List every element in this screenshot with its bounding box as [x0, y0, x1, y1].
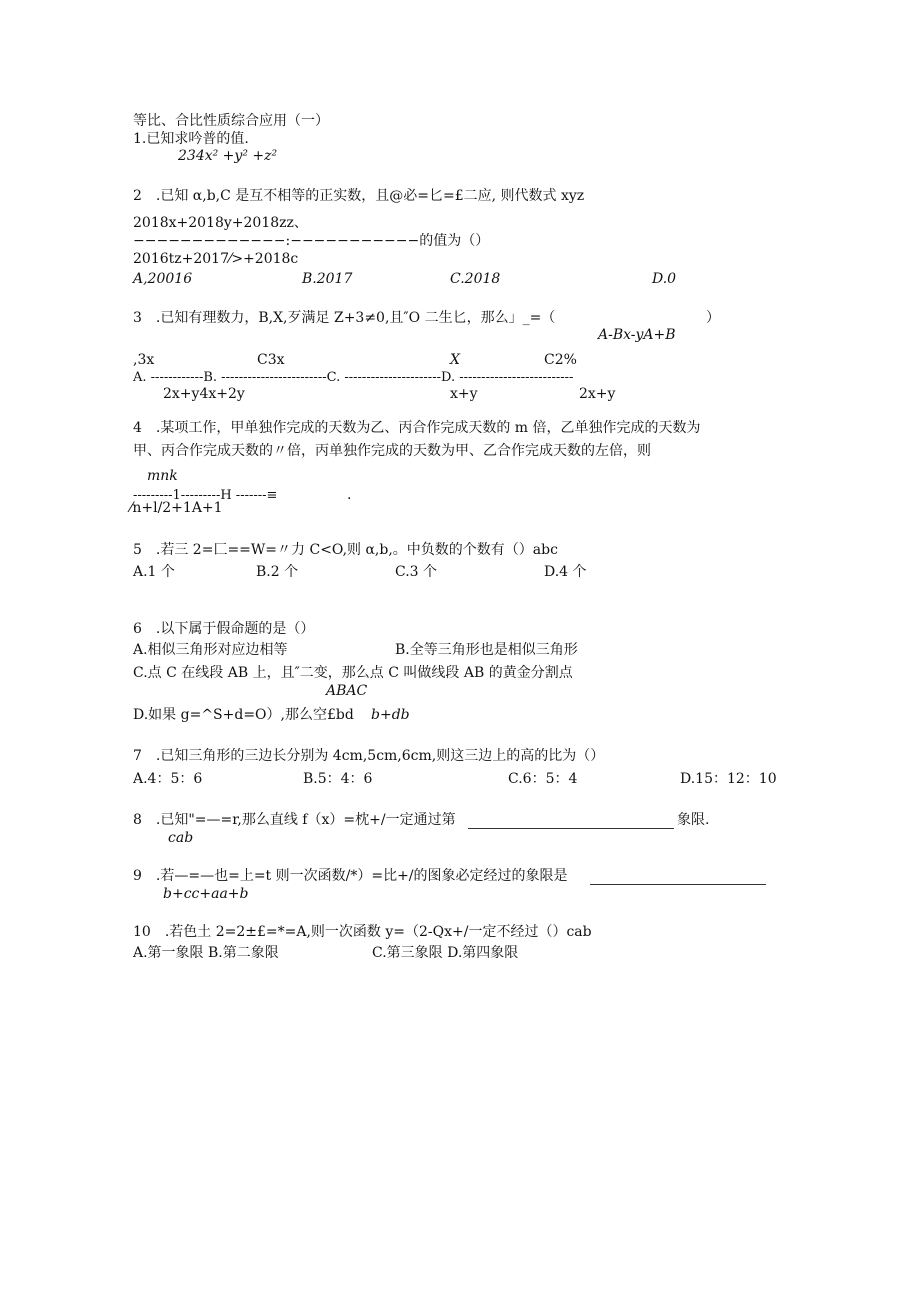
page-title: 等比、合比性质综合应用（一） — [133, 113, 329, 129]
q3-num-a: ,3x — [133, 352, 155, 368]
q8-answer-blank[interactable] — [468, 828, 674, 829]
q2-fraction-line: −−−−−−−−−−−−−:−−−−−−−−−−−的值为（） — [133, 233, 490, 249]
q3-num-c: X — [450, 352, 460, 368]
q5-option-c: C.3 个 — [395, 564, 438, 580]
q6-option-d: D.如果 g=^S+d=O）,那么空£bd — [133, 707, 354, 723]
q3-paren-close: ） — [706, 310, 720, 326]
q7-option-d: D.15：12：10 — [680, 771, 777, 787]
q3-num-d: C2% — [544, 352, 577, 368]
q6-option-b: B.全等三角形也是相似三角形 — [395, 642, 578, 658]
q2-option-d: D.0 — [652, 271, 677, 287]
q7-option-a: A.4：5：6 — [133, 771, 203, 787]
q8-sub: cab — [168, 830, 194, 846]
q3-num-b: C3x — [257, 352, 285, 368]
q10-options-cd: C.第三象限 D.第四象限 — [372, 945, 519, 961]
q3-text: 3 .已知有理数力，B,X,歹满足 Z+3≠0,且″O 二生匕，那么」_=（ — [133, 310, 556, 326]
q9-answer-blank[interactable] — [590, 884, 766, 885]
q3-den-c: x+y — [450, 386, 478, 402]
q9-text: 9 .若—=—也=上=t 则一次函数/*）=比+/的图象必定经过的象限是 — [133, 868, 568, 884]
q5-option-d: D.4 个 — [544, 564, 587, 580]
q3-den-ab: 2x+y4x+2y — [163, 386, 245, 402]
q4-text-line2: 甲、丙合作完成天数的〃倍，丙单独作完成的天数为甲、乙合作完成天数的左倍，则 — [133, 443, 651, 459]
q9-sub: b+cc+aa+b — [163, 886, 249, 902]
q6-option-c: C.点 C 在线段 AB 上，且″二变，那么点 C 叫做线段 AB 的黄金分割点 — [133, 665, 573, 681]
q4-mnk: mnk — [147, 468, 178, 484]
q2-text: 2 .已知 α,b,C 是互不相等的正实数，且@必=匕=£二应, 则代数式 xyz — [133, 188, 585, 204]
q3-options-line: A. ------------B. ------------------------C. ----------------------D. -------------------------- — [133, 370, 574, 385]
q2-option-b: B.2017 — [302, 271, 353, 287]
q5-option-a: A.1 个 — [133, 564, 175, 580]
q5-option-b: B.2 个 — [256, 564, 299, 580]
q4-text-line1: 4 .某项工作，甲单独作完成的天数为乙、丙合作完成天数的 m 倍，乙单独作完成的天数为 — [133, 420, 701, 436]
q7-option-c: C.6：5：4 — [508, 771, 578, 787]
q6-abac: ABAC — [326, 683, 368, 699]
q8-text: 8 .已知"=—=r,那么直线 f（x）=枕+/一定通过第 — [133, 812, 456, 828]
q4-denominator: ⁄n+l/2+1A+1 — [130, 500, 223, 516]
q6-text: 6 .以下属于假命题的是（） — [133, 621, 315, 637]
q7-text: 7 .已知三角形的三边长分别为 4cm,5cm,6cm,则这三边上的高的比为（） — [133, 748, 605, 764]
q2-option-c: C.2018 — [450, 271, 501, 287]
q6-option-d-tail: b+db — [371, 707, 410, 723]
q2-numerator: 2018x+2018y+2018zz、 — [133, 215, 308, 231]
q1-expression: 234x² +y² +z² — [178, 148, 278, 164]
q1-text: 1.已知求吟普的值. — [133, 131, 249, 147]
q10-options-ab: A.第一象限 B.第二象限 — [133, 945, 279, 961]
q4-fraction-line: ---------1---------H -------≡ — [133, 488, 278, 503]
q4-dot: . — [347, 487, 352, 503]
q7-option-b: B.5：4：6 — [303, 771, 373, 787]
q5-text: 5 .若三 2=匚==W=〃力 C<O,则 α,b,。中负数的个数有（）abc — [133, 542, 558, 558]
q3-den-d: 2x+y — [579, 386, 616, 402]
q8-tail: 象限. — [677, 812, 710, 828]
q6-option-a: A.相似三角形对应边相等 — [133, 642, 288, 658]
q3-formula: A-Bx-yA+B — [598, 327, 676, 343]
q2-option-a: A,20016 — [133, 271, 193, 287]
q2-denominator: 2016tz+2017⁄>+2018c — [133, 251, 299, 267]
q10-text: 10 .若色土 2=2±£=*=A,则一次函数 y=（2-Qx+/一定不经过（）cab — [133, 924, 592, 940]
